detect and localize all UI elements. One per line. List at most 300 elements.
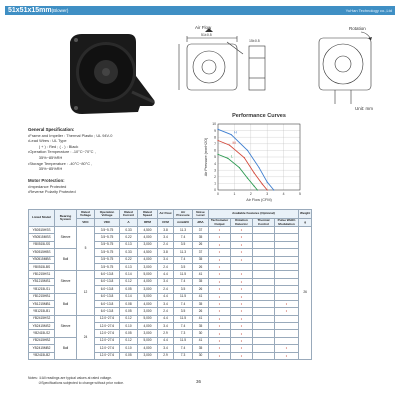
header-air-flow: Air Flow [158, 210, 174, 219]
feature-cell [209, 352, 231, 359]
pressure-cell: 11.5 [174, 293, 193, 300]
data-point [217, 140, 218, 141]
airflow-cell: 3.8 [158, 249, 174, 256]
spec-title: General Specification: [28, 127, 75, 132]
feature-cell [231, 315, 253, 322]
feature-cell [253, 293, 275, 300]
feature-cell [209, 337, 231, 344]
airflow-cell: 2.9 [158, 330, 174, 337]
feature-column-header: Rotation Detector [231, 219, 253, 227]
pressure-cell: 7.3 [174, 330, 193, 337]
model-cell: YB0515MSS [29, 234, 55, 241]
feature-column-header: Thermal Control [253, 219, 275, 227]
x-tick-label: 5 [299, 192, 301, 196]
speed-cell: 4,500 [138, 249, 158, 256]
current-cell: 0.33 [120, 227, 138, 234]
pressure-cell: 11.3 [174, 227, 193, 234]
unit-flow: CFM [158, 219, 174, 227]
feature-cell [275, 308, 299, 315]
feature-cell [253, 227, 275, 234]
current-cell: 0.10 [120, 345, 138, 352]
title-text: 51x51x15mm [8, 7, 52, 14]
data-point [273, 189, 274, 190]
noise-cell: 35 [193, 300, 209, 307]
feature-cell [209, 256, 231, 263]
operation-voltage-cell: 12.0~27.6 [95, 330, 120, 337]
operation-voltage-cell: 3.5~5.75 [95, 227, 120, 234]
data-point [217, 154, 218, 155]
feature-cell [253, 278, 275, 285]
data-point [229, 145, 230, 146]
pressure-cell: 11.5 [174, 271, 193, 278]
pressure-cell: 3.5 [174, 263, 193, 270]
feature-cell [275, 241, 299, 248]
feature-mark: • [218, 241, 221, 247]
feature-mark: • [240, 345, 243, 351]
feature-cell [253, 263, 275, 270]
header-noise-level: Noise Level [193, 210, 209, 219]
company-name: YuHan Technology co.,Ltd [345, 8, 392, 13]
pressure-cell: 3.5 [174, 286, 193, 293]
table-row [29, 227, 312, 234]
unit-label: Unit: mm [355, 106, 373, 111]
feature-mark: • [240, 330, 243, 336]
airflow-cell: 4.4 [158, 293, 174, 300]
feature-mark: • [240, 308, 243, 314]
feature-cell [275, 323, 299, 330]
feature-cell [231, 345, 253, 352]
noise-cell: 37 [193, 249, 209, 256]
noise-cell: 30 [193, 330, 209, 337]
airflow-cell: 4.4 [158, 315, 174, 322]
feature-mark: • [240, 227, 243, 233]
weight-cell: 26 [299, 227, 312, 360]
fan-photo [62, 30, 162, 118]
feature-cell [275, 286, 299, 293]
pressure-cell: 7.4 [174, 234, 193, 241]
feature-cell [275, 234, 299, 241]
current-cell: 0.14 [120, 271, 138, 278]
feature-mark: • [218, 345, 221, 351]
feature-mark: • [240, 301, 243, 306]
feature-cell [209, 293, 231, 300]
model-cell: YB0515LSS [29, 241, 55, 248]
pressure-cell: 7.4 [174, 323, 193, 330]
speed-cell: 5,000 [138, 315, 158, 322]
feature-cell [231, 293, 253, 300]
pressure-cell: 7.4 [174, 300, 193, 307]
airflow-cell: 3.4 [158, 256, 174, 263]
model-cell: YB2415MS2 [29, 323, 55, 330]
unit-pressure: mmH2O [174, 219, 193, 227]
page-title [8, 6, 68, 15]
feature-cell [253, 271, 275, 278]
speed-cell: 3,000 [138, 308, 158, 315]
feature-cell [231, 227, 253, 234]
speed-cell: 4,000 [138, 300, 158, 307]
feature-column-header: Tachometer Output [209, 219, 231, 227]
noise-cell: 35 [193, 323, 209, 330]
data-point [227, 158, 228, 159]
feature-mark: • [218, 249, 221, 255]
feature-mark: • [218, 293, 221, 299]
pressure-cell: 11.3 [174, 249, 193, 256]
current-cell: 0.12 [120, 337, 138, 344]
table-row [29, 315, 312, 322]
feature-cell [231, 330, 253, 337]
y-tick-label: 6 [214, 148, 216, 153]
feature-mark: • [218, 286, 221, 292]
feature-cell [231, 249, 253, 256]
data-point [239, 167, 240, 168]
model-cell: YB2415HB2 [29, 337, 55, 344]
feature-cell [253, 330, 275, 337]
unit-noise: dBA [193, 219, 209, 227]
protection-title: Motor Protection: [28, 178, 65, 183]
feature-cell [231, 241, 253, 248]
speed-cell: 4,500 [138, 227, 158, 234]
feature-cell [253, 323, 275, 330]
table-row [29, 293, 312, 300]
noise-cell: 35 [193, 256, 209, 263]
data-point [262, 183, 263, 184]
feature-cell [231, 286, 253, 293]
model-cell: YB2415LB2 [29, 352, 55, 359]
header-features: Available Features (Optional) [209, 210, 299, 219]
feature-cell [275, 293, 299, 300]
dimension-drawing [165, 24, 397, 112]
speed-cell: 4,000 [138, 323, 158, 330]
noise-cell: 41 [193, 271, 209, 278]
speed-cell: 5,000 [138, 337, 158, 344]
feature-mark: • [218, 271, 221, 277]
dim-side-label: 15±0.5 [249, 39, 260, 43]
feature-cell [231, 300, 253, 307]
feature-cell [209, 263, 231, 270]
feature-cell [253, 234, 275, 241]
y-tick-label: 2 [214, 175, 216, 179]
feature-cell [275, 271, 299, 278]
performance-chart [190, 110, 340, 205]
airflow-cell: 2.4 [158, 308, 174, 315]
model-cell: YB2415MB2 [29, 345, 55, 352]
feature-mark: • [240, 278, 243, 284]
header-operation-voltage: Operation Voltage [95, 210, 120, 219]
airflow-cell: 3.8 [158, 227, 174, 234]
feature-cell [253, 345, 275, 352]
model-cell: YB1215MB1 [29, 300, 55, 307]
feature-cell [209, 249, 231, 256]
feature-mark: • [218, 315, 221, 321]
model-cell: YB1215LS1 [29, 286, 55, 293]
pressure-cell: 3.5 [174, 241, 193, 248]
feature-mark: • [240, 293, 243, 299]
airflow-cell: 2.9 [158, 352, 174, 359]
current-cell: 0.22 [120, 256, 138, 263]
operation-voltage-cell: 12.0~27.6 [95, 337, 120, 344]
data-point [253, 185, 254, 186]
feature-cell [253, 249, 275, 256]
operation-voltage-cell: 6.0~13.8 [95, 278, 120, 285]
airflow-cell: 3.4 [158, 278, 174, 285]
unit-current: A [120, 219, 138, 227]
x-tick-label: 1 [233, 192, 236, 196]
speed-cell: 3,000 [138, 330, 158, 337]
airflow-cell: 3.4 [158, 300, 174, 307]
bearing-cell: Sleeve [55, 315, 77, 337]
feature-cell [275, 337, 299, 344]
feature-cell [275, 352, 299, 359]
feature-cell [275, 227, 299, 234]
y-tick-label: 1 [214, 181, 216, 186]
operation-voltage-cell: 6.0~13.8 [95, 293, 120, 300]
note-line: Notes: ①All readings are typical values at rated voltage. [28, 376, 112, 380]
feature-cell [231, 256, 253, 263]
noise-cell: 35 [193, 278, 209, 285]
data-point [247, 178, 248, 179]
table-row [29, 249, 312, 256]
model-cell: YB0515MBS [29, 256, 55, 263]
noise-cell: 37 [193, 227, 209, 234]
feature-cell [231, 234, 253, 241]
feature-mark: • [240, 315, 243, 321]
feature-mark: • [285, 352, 288, 358]
title-suffix: (Blower) [51, 8, 69, 13]
speed-cell: 4,000 [138, 278, 158, 285]
feature-mark: • [240, 286, 243, 292]
airflow-cell: 3.4 [158, 234, 174, 241]
operation-voltage-cell: 12.0~27.6 [95, 345, 120, 352]
feature-cell [209, 345, 231, 352]
y-axis-label: Air Pressure (mmH2O) [204, 137, 208, 177]
table-header-row [29, 210, 312, 219]
notes [28, 376, 124, 385]
spec-table [28, 209, 312, 360]
airflow-cell: 2.4 [158, 241, 174, 248]
header-bearing: Bearing System [55, 210, 77, 227]
feature-cell [209, 330, 231, 337]
feature-mark: • [240, 352, 243, 358]
bearing-cell: Sleeve [55, 227, 77, 249]
feature-mark: • [218, 352, 221, 358]
operation-voltage-cell: 12.0~27.6 [95, 352, 120, 359]
feature-cell [253, 286, 275, 293]
feature-cell [209, 323, 231, 330]
noise-cell: 41 [193, 337, 209, 344]
airflow-cell: 4.4 [158, 271, 174, 278]
pressure-cell: 7.4 [174, 345, 193, 352]
noise-cell: 35 [193, 345, 209, 352]
feature-mark: • [240, 337, 243, 343]
operation-voltage-cell: 3.5~5.75 [95, 241, 120, 248]
data-point [244, 157, 245, 158]
feature-cell [253, 308, 275, 315]
current-cell: 0.14 [120, 293, 138, 300]
dim-top-label: 51±0.5 [201, 33, 212, 37]
feature-cell [231, 271, 253, 278]
speed-cell: 4,000 [138, 345, 158, 352]
operation-voltage-cell: 6.0~13.8 [95, 300, 120, 307]
feature-mark: • [218, 256, 221, 262]
feature-mark: • [240, 271, 243, 277]
feature-cell [231, 337, 253, 344]
bearing-cell: Ball [55, 249, 77, 271]
current-cell: 0.10 [120, 323, 138, 330]
unit-speed: RPM [138, 219, 158, 227]
current-cell: 0.33 [120, 249, 138, 256]
operation-voltage-cell: 6.0~13.8 [95, 286, 120, 293]
table-row [29, 337, 312, 344]
header-model: Listed Model [29, 210, 55, 227]
noise-cell: 41 [193, 315, 209, 322]
operation-voltage-cell: 12.0~27.6 [95, 323, 120, 330]
data-point [253, 172, 254, 173]
unit-rated-v: VDC [77, 219, 95, 227]
motor-protection [28, 178, 76, 195]
feature-cell [209, 315, 231, 322]
bearing-cell: Ball [55, 293, 77, 315]
feature-mark: • [240, 323, 243, 329]
protection-line: •Impedance Protected [28, 183, 67, 189]
spec-line: •Frame and Impeller : Thermal Plastic ; UL 94V-0 [28, 132, 113, 138]
feature-mark: • [218, 278, 221, 284]
feature-mark: • [218, 337, 221, 343]
spec-line: •Operation Temperature : -10°C~70°C , [28, 149, 96, 155]
rated-voltage-cell: 5 [77, 227, 95, 271]
feature-mark: • [240, 249, 243, 255]
pressure-cell: 7.4 [174, 256, 193, 263]
page-number: 36 [196, 379, 202, 384]
feature-cell [209, 286, 231, 293]
spec-line: •Storage Temperature : -40°C~80°C , [28, 160, 93, 166]
noise-cell: 30 [193, 352, 209, 359]
feature-cell [209, 278, 231, 285]
data-point [257, 189, 258, 190]
feature-mark: • [240, 256, 243, 262]
pressure-cell: 7.4 [174, 278, 193, 285]
model-cell: YB0515HSS [29, 227, 55, 234]
feature-mark: • [285, 301, 288, 306]
feature-cell [231, 308, 253, 315]
model-cell: YB1215LB1 [29, 308, 55, 315]
speed-cell: 4,000 [138, 256, 158, 263]
spec-line: •Lead Wires : UL Type [28, 138, 67, 144]
y-tick-label: 10 [212, 122, 216, 127]
series-label: M [232, 141, 236, 146]
speed-cell: 3,000 [138, 241, 158, 248]
feature-cell [275, 263, 299, 270]
current-cell: 0.05 [120, 330, 138, 337]
speed-cell: 4,000 [138, 234, 158, 241]
y-tick-label: 5 [214, 155, 216, 160]
current-cell: 0.05 [120, 308, 138, 315]
airflow-cell: 2.4 [158, 263, 174, 270]
header-weight: Weight [299, 210, 312, 219]
header-air-pressure: Air Pressure [174, 210, 193, 219]
model-cell: YB1215HB1 [29, 293, 55, 300]
feature-mark: • [218, 308, 221, 314]
airflow-label: Air Flow [195, 25, 212, 30]
bearing-cell: Ball [55, 337, 77, 359]
model-cell: YB1215HS1 [29, 271, 55, 278]
protection-line: •Reverse Polarity Protected [28, 189, 76, 195]
series-line-l [218, 154, 257, 190]
header-rated-speed: Rated Speed [138, 210, 158, 219]
data-point [267, 181, 268, 182]
feature-cell [209, 300, 231, 307]
operation-voltage-cell: 3.5~5.75 [95, 249, 120, 256]
current-cell: 0.13 [120, 241, 138, 248]
rated-voltage-cell: 24 [77, 315, 95, 359]
y-tick-label: 3 [214, 168, 216, 173]
feature-cell [253, 241, 275, 248]
model-cell: YB0515HBS [29, 249, 55, 256]
feature-cell [253, 352, 275, 359]
y-tick-label: 0 [214, 188, 216, 193]
rotation-label: Rotation [349, 26, 366, 31]
general-specification [28, 127, 112, 172]
airflow-cell: 3.4 [158, 323, 174, 330]
rated-voltage-cell: 12 [77, 271, 95, 315]
unit-op-v: VDC [95, 219, 120, 227]
y-tick-label: 9 [214, 128, 216, 133]
series-label: H [234, 130, 237, 135]
spec-line: 35%~85%RH [28, 154, 63, 160]
feature-mark: • [218, 227, 221, 233]
model-cell: YB2415HS2 [29, 315, 55, 322]
feature-cell [275, 300, 299, 307]
note-line: ②Specifications subjected to change without prior notice. [28, 380, 124, 385]
feature-cell [209, 241, 231, 248]
x-axis-label: Air Flow (CFM) [246, 198, 272, 202]
pressure-cell: 11.5 [174, 337, 193, 344]
noise-cell: 41 [193, 293, 209, 300]
feature-cell [253, 256, 275, 263]
x-tick-label: 0 [217, 192, 219, 196]
speed-cell: 3,000 [138, 352, 158, 359]
feature-mark: • [218, 234, 221, 240]
feature-cell [275, 315, 299, 322]
feature-mark: • [240, 234, 243, 240]
airflow-cell: 3.4 [158, 345, 174, 352]
airflow-cell: 2.4 [158, 286, 174, 293]
feature-mark: • [285, 308, 288, 314]
y-tick-label: 8 [214, 135, 216, 140]
spec-line: ( + ) : Red ; ( - ) : Black [28, 143, 79, 149]
feature-cell [231, 263, 253, 270]
speed-cell: 3,000 [138, 286, 158, 293]
current-cell: 0.05 [120, 286, 138, 293]
operation-voltage-cell: 3.5~5.75 [95, 234, 120, 241]
feature-cell [209, 227, 231, 234]
feature-cell [275, 330, 299, 337]
operation-voltage-cell: 12.0~27.6 [95, 315, 120, 322]
feature-cell [231, 278, 253, 285]
table-row [29, 271, 312, 278]
header-rated-voltage: Rated Voltage [77, 210, 95, 219]
feature-mark: • [240, 241, 243, 247]
x-tick-label: 4 [282, 192, 285, 196]
feature-mark: • [218, 264, 221, 270]
feature-mark: • [218, 330, 221, 336]
feature-cell [275, 249, 299, 256]
bearing-cell: Sleeve [55, 271, 77, 293]
operation-voltage-cell: 3.5~5.75 [95, 256, 120, 263]
feature-mark: • [218, 301, 221, 306]
y-tick-label: 4 [214, 161, 216, 166]
airflow-cell: 4.4 [158, 337, 174, 344]
feature-cell [209, 308, 231, 315]
